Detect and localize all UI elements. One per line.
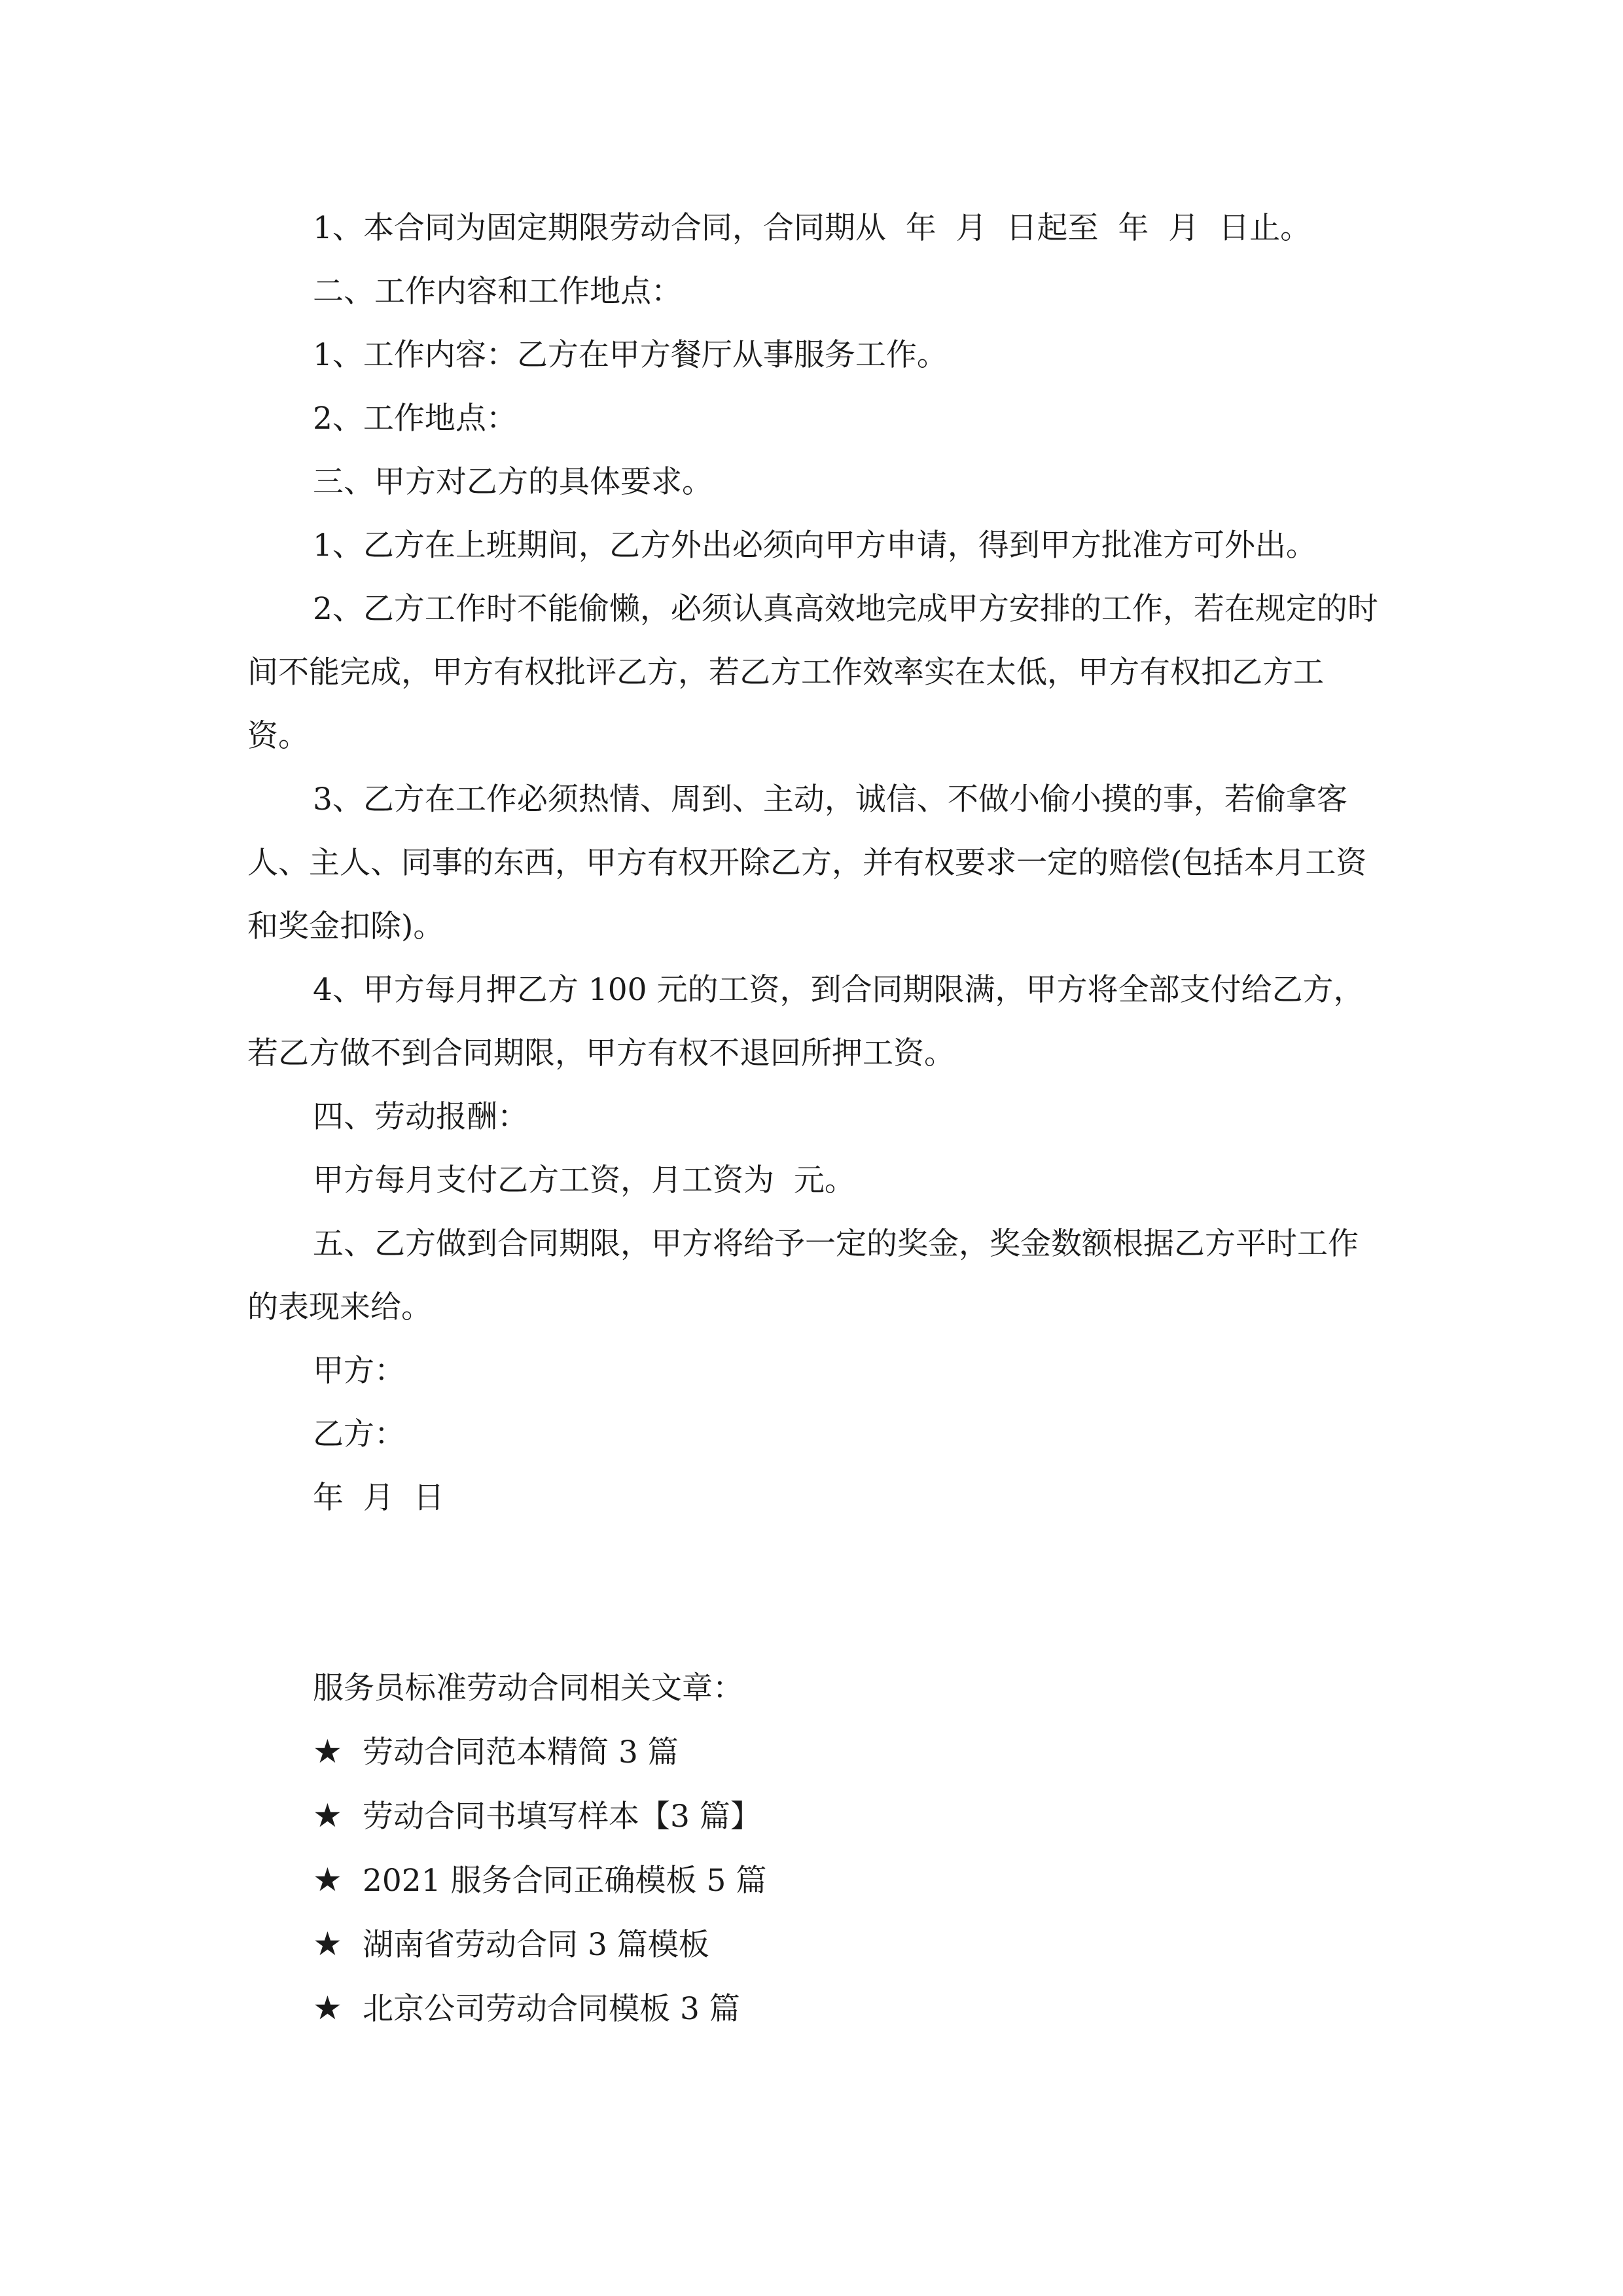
related-article-link[interactable] <box>247 1784 1380 1848</box>
related-article-title[interactable]: 2021 服务合同正确模板 5 篇 <box>363 1863 767 1899</box>
bonus-clause: 五、乙方做到合同期限，甲方将给予一定的奖金，奖金数额根据乙方平时工作的表现来给。 <box>247 1226 1359 1325</box>
party-b-signature-line: 乙方： <box>313 1416 405 1452</box>
related-article-link[interactable] <box>247 1848 1380 1912</box>
date-line: 年 月 日 <box>313 1480 444 1516</box>
related-article-link[interactable] <box>247 1977 1380 2041</box>
related-article-title[interactable]: 北京公司劳动合同模板 3 篇 <box>363 1991 740 2027</box>
section-heading-remuneration: 四、劳动报酬： <box>313 1099 528 1135</box>
salary-clause: 甲方每月支付乙方工资，月工资为 元。 <box>313 1162 855 1198</box>
related-articles-heading: 服务员标准劳动合同相关文章： <box>313 1670 743 1706</box>
related-article-link[interactable] <box>247 1720 1380 1784</box>
star-icon: ★ <box>313 1732 342 1770</box>
requirement-clause-2: 2、乙方工作时不能偷懒，必须认真高效地完成甲方安排的工作，若在规定的时间不能完成，甲方有权批评乙方，若乙方工作效率实在太低，甲方有权扣乙方工资。 <box>247 591 1378 754</box>
related-article-title[interactable]: 劳动合同书填写样本【3 篇】 <box>363 1799 761 1835</box>
requirement-clause-4: 4、甲方每月押乙方 100 元的工资，到合同期限满，甲方将全部支付给乙方，若乙方做不到合同期限，甲方有权不退回所押工资。 <box>247 972 1364 1071</box>
section-heading-requirements: 三、甲方对乙方的具体要求。 <box>313 464 713 500</box>
related-article-title[interactable]: 劳动合同范本精简 3 篇 <box>363 1734 679 1770</box>
work-content-clause: 1、工作内容：乙方在甲方餐厅从事服务工作。 <box>313 337 948 373</box>
section-heading-work-content: 二、工作内容和工作地点： <box>313 274 682 310</box>
document-page <box>247 196 1380 2041</box>
star-icon: ★ <box>313 1861 342 1899</box>
star-icon: ★ <box>313 1989 342 2027</box>
requirement-clause-1: 1、乙方在上班期间，乙方外出必须向甲方申请，得到甲方批准方可外出。 <box>313 528 1317 564</box>
related-article-title[interactable]: 湖南省劳动合同 3 篇模板 <box>363 1927 709 1963</box>
work-location-clause: 2、工作地点： <box>313 401 517 437</box>
party-a-signature-line: 甲方： <box>313 1353 405 1389</box>
contract-term-clause: 1、本合同为固定期限劳动合同，合同期从 年 月 日起至 年 月 日止。 <box>313 210 1311 246</box>
spacer <box>247 1530 1380 1657</box>
requirement-clause-3: 3、乙方在工作必须热情、周到、主动，诚信、不做小偷小摸的事，若偷拿客人、主人、同事的东西，甲方有权开除乙方，并有权要求一定的赔偿(包括本月工资和奖金扣除)。 <box>247 781 1367 944</box>
star-icon: ★ <box>313 1797 342 1835</box>
star-icon: ★ <box>313 1925 342 1963</box>
related-article-link[interactable] <box>247 1912 1380 1977</box>
related-articles-list <box>247 1720 1380 2041</box>
